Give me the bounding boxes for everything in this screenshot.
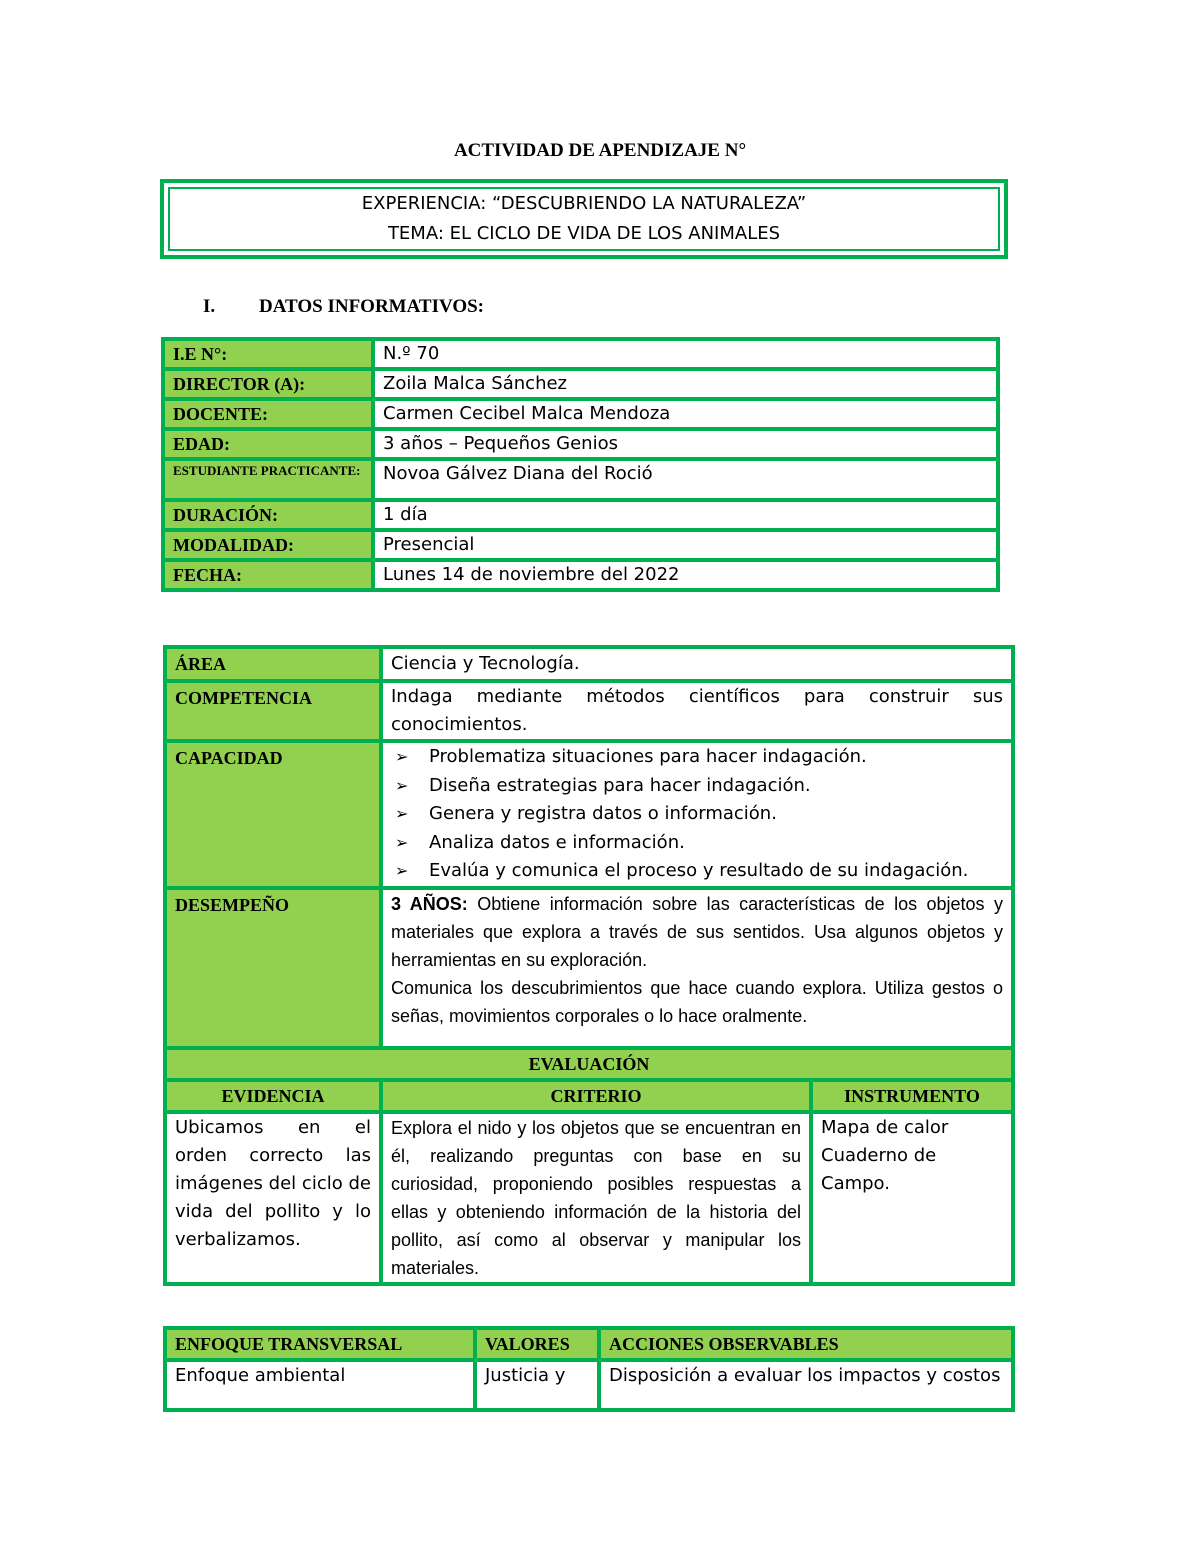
section-title: DATOS INFORMATIVOS: [259,296,485,317]
table-row [167,743,1011,886]
table-row [165,371,996,397]
topic-title: TEMA: EL CICLO DE VIDA DE LOS ANIMALES [387,223,781,244]
competencia-value: Indaga mediante métodos científicos para construir sus conocimientos. [383,683,1011,739]
enfoque-table [163,1326,1015,1412]
evidencia-cell: Ubicamos en el orden correcto las imágenes del ciclo de vida del pollito y lo verbalizamos. [167,1114,379,1282]
table-row [165,461,996,498]
table-row [167,1082,1011,1110]
table-row [167,683,1011,739]
table-row [167,1114,1011,1282]
arrow-bullet-icon: ➢ [395,804,409,823]
valores-header: VALORES [477,1330,597,1358]
info-label: ESTUDIANTE PRACTICANTE: [165,461,371,498]
table-row [167,1330,1011,1358]
enfoque-header: ENFOQUE TRANSVERSAL [167,1330,473,1358]
info-label: FECHA: [165,562,371,588]
capacidad-list [391,743,1003,886]
info-value: Zoila Malca Sánchez [375,371,996,397]
info-value: Lunes 14 de noviembre del 2022 [375,562,996,588]
info-label: DIRECTOR (A): [165,371,371,397]
info-label: MODALIDAD: [165,532,371,558]
info-value: 3 años – Pequeños Genios [375,431,996,457]
evaluation-title: EVALUACIÓN [167,1050,1011,1078]
list-item: ➢ Diseña estrategias para hacer indagación. [391,772,1003,801]
table-row [167,890,1011,1046]
arrow-bullet-icon: ➢ [395,832,409,852]
age-prefix: 3 AÑOS: [391,893,468,914]
table-row [167,1050,1011,1078]
capacidad-value [383,743,1011,886]
table-row [165,562,996,588]
list-item: ➢ Evalúa y comunica el proceso y resultado de su indagación. [391,857,1003,886]
instrumento-1: Mapa de calor [821,1116,949,1138]
info-value: Novoa Gálvez Diana del Roció [375,461,996,498]
section-number: I. [203,296,216,317]
arrow-bullet-icon: ➢ [395,747,409,766]
info-label: DOCENTE: [165,401,371,427]
table-row [165,341,996,367]
acciones-cell: Disposición a evaluar los impactos y costos [601,1362,1011,1408]
info-value: N.º 70 [375,341,996,367]
list-item: ➢ Genera y registra datos o información. [391,800,1003,829]
curriculum-table [163,645,1015,1286]
document-title: ACTIVIDAD DE APENDIZAJE N° [453,140,747,161]
competencia-label: COMPETENCIA [167,683,379,739]
desempeno-label: DESEMPEÑO [167,890,379,1046]
capacidad-label: CAPACIDAD [167,743,379,886]
area-value: Ciencia y Tecnología. [383,649,1011,679]
instrumento-cell [813,1114,1011,1282]
criterio-header: CRITERIO [383,1082,809,1110]
area-label: ÁREA [167,649,379,679]
table-row [165,401,996,427]
enfoque-cell: Enfoque ambiental [167,1362,473,1408]
criterio-cell: Explora el nido y los objetos que se encuentran en él, realizando preguntas con base en su curiosidad, proponiendo posibles respuestas a ellas y obteniendo información de la historia del pollito, así como al observar y manipular los materiales. [383,1114,809,1282]
table-row [167,649,1011,679]
info-label: DURACIÓN: [165,502,371,528]
arrow-bullet-icon: ➢ [395,775,409,795]
desempeno-value [383,890,1011,1046]
info-table [161,337,1000,592]
list-item: ➢ Problematiza situaciones para hacer indagación. [391,743,1003,772]
valores-cell: Justicia y [477,1362,597,1408]
table-row [165,431,996,457]
acciones-header: ACCIONES OBSERVABLES [601,1330,1011,1358]
info-label: EDAD: [165,431,371,457]
desempeno-text-2: Comunica los descubrimientos que hace cuando explora. Utiliza gestos o señas, movimientos corporales o lo hace oralmente. [391,977,1003,1026]
instrumento-2: Cuaderno de Campo. [821,1144,937,1194]
info-value: Carmen Cecibel Malca Mendoza [375,401,996,427]
section-heading [203,296,484,318]
desempeno-text-1: Obtiene información sobre las características de los objetos y materiales que explora a través de sus sentidos. Usa algunos objetos y herramientas en su exploración. [391,893,1003,970]
info-value: 1 día [375,502,996,528]
instrumento-header: INSTRUMENTO [813,1082,1011,1110]
info-label: I.E N°: [165,341,371,367]
info-value: Presencial [375,532,996,558]
table-row [165,532,996,558]
evidencia-header: EVIDENCIA [167,1082,379,1110]
table-row [167,1362,1011,1408]
experience-box [160,179,1008,259]
arrow-bullet-icon: ➢ [395,861,409,880]
list-item: ➢ Analiza datos e información. [391,829,1003,858]
experience-title: EXPERIENCIA: “DESCUBRIENDO LA NATURALEZA” [361,193,807,214]
table-row [165,502,996,528]
